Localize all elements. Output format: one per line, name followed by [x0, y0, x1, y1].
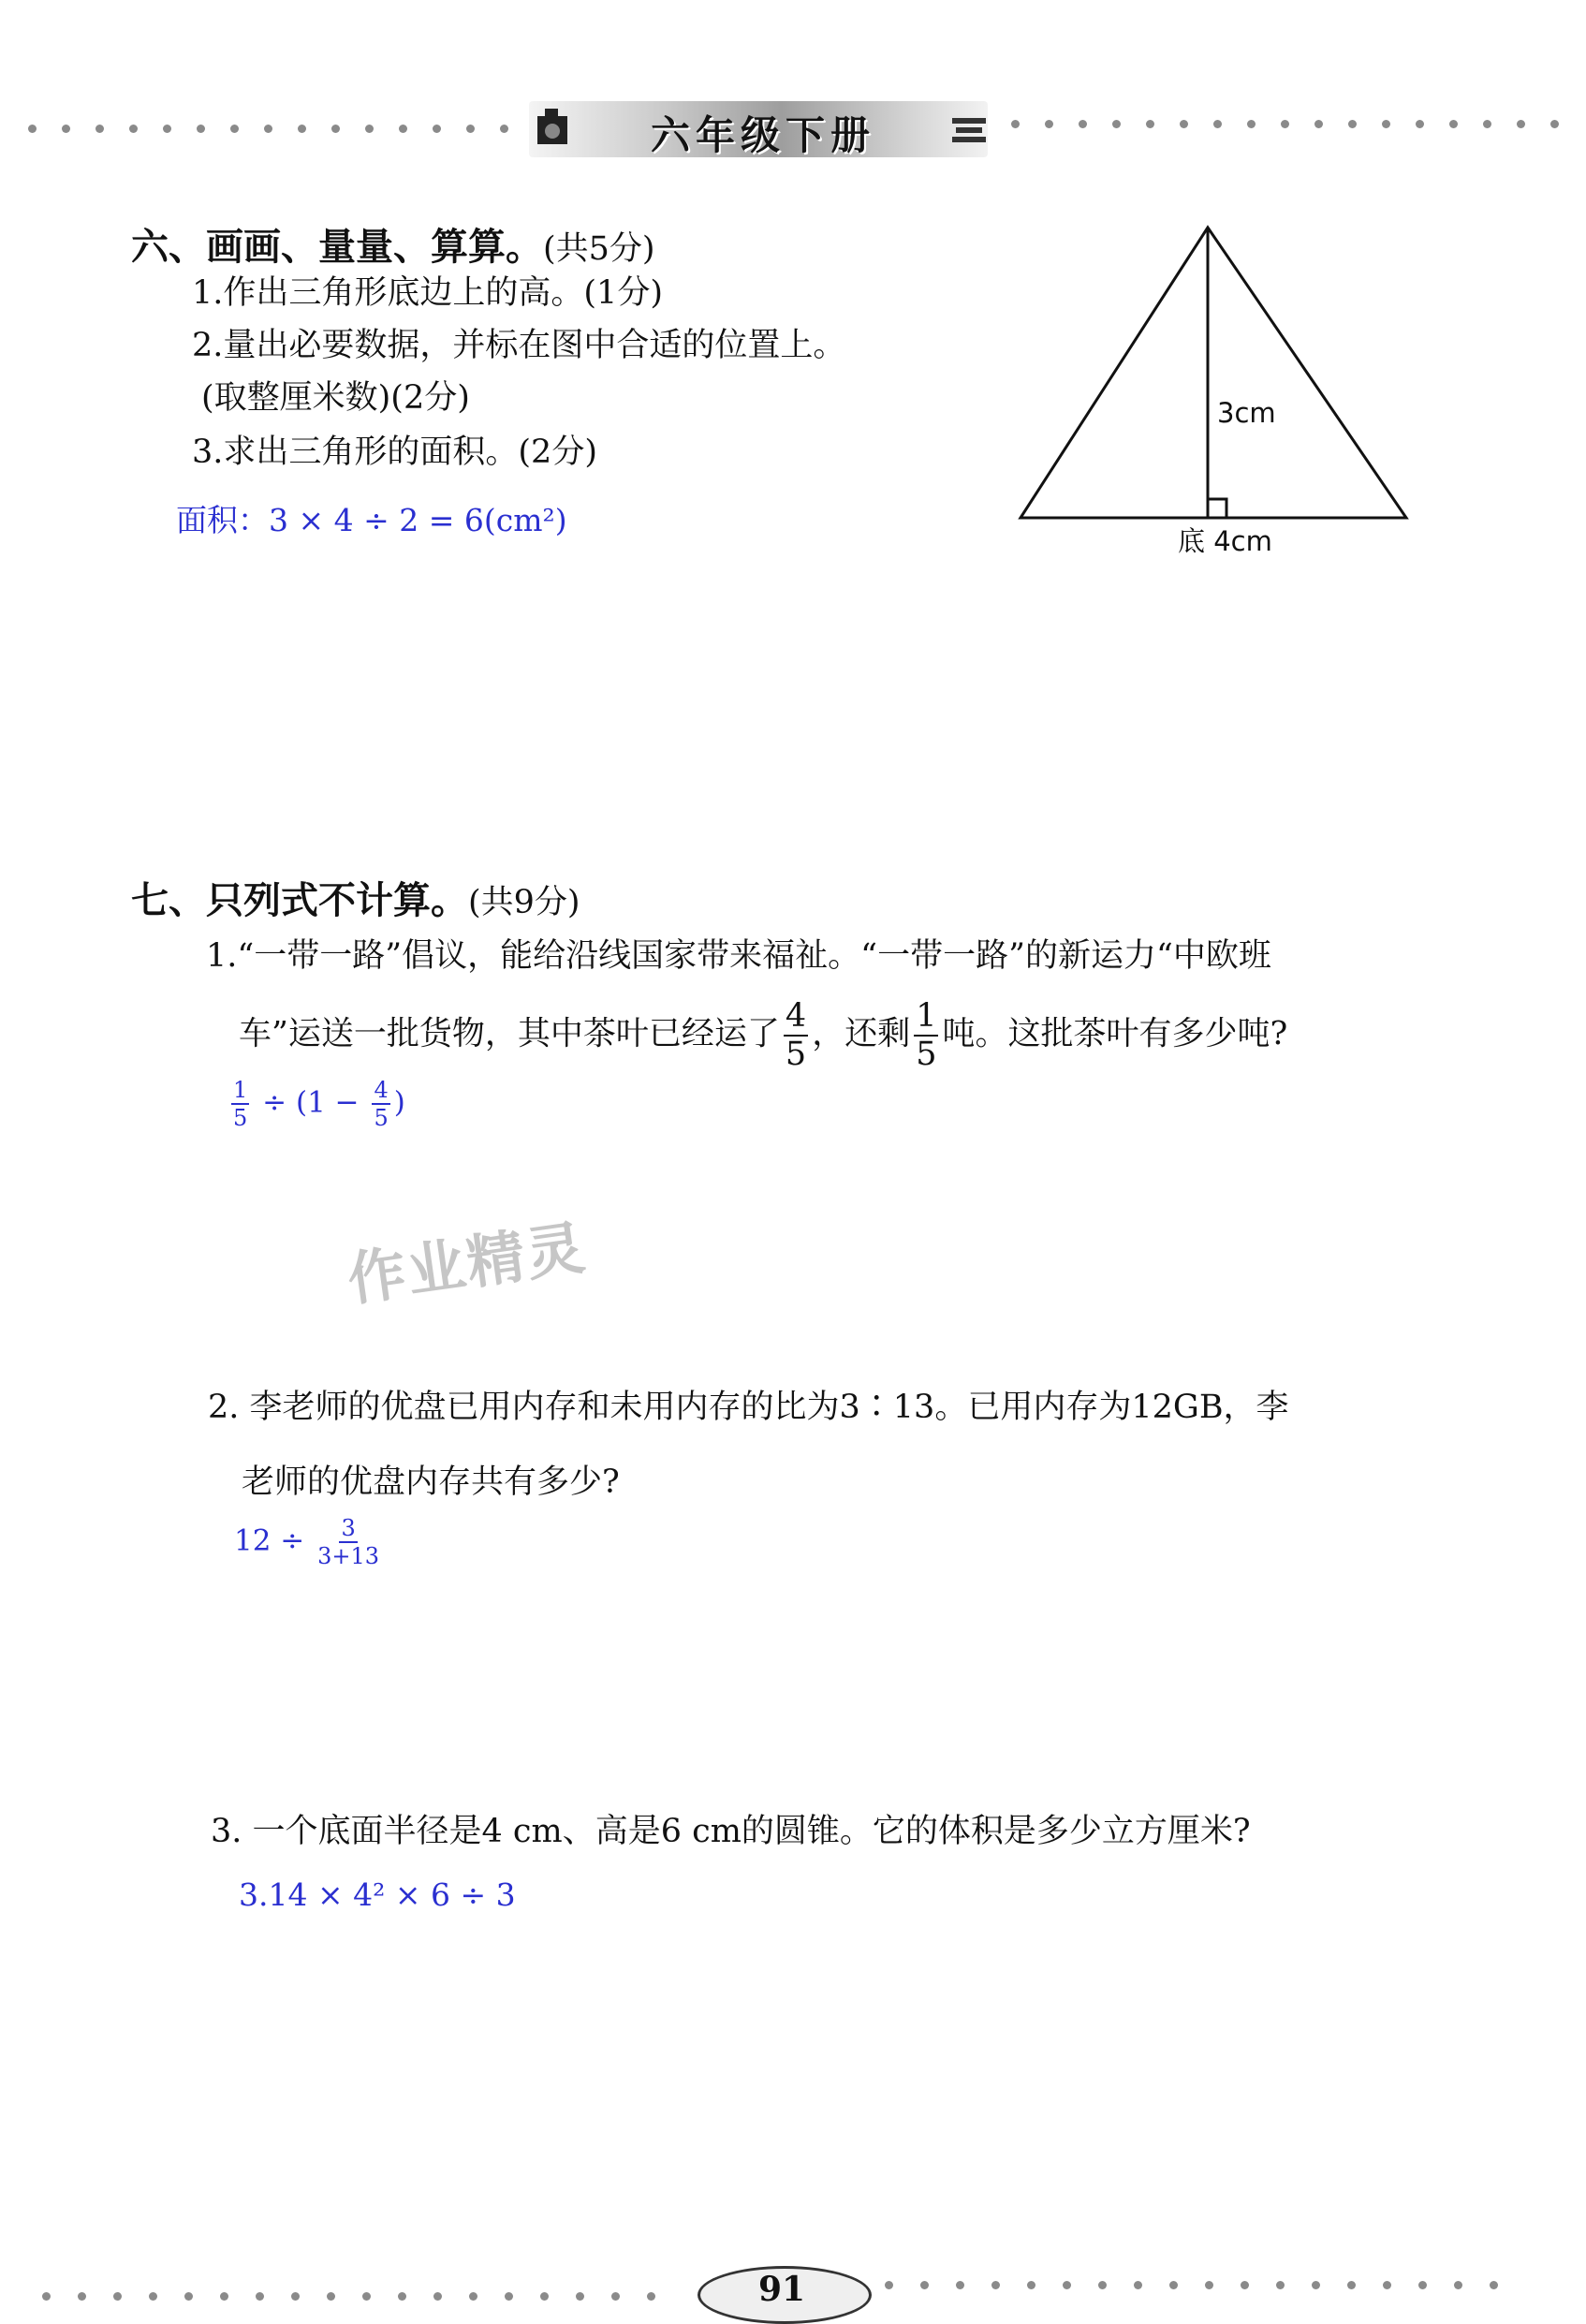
q1-answer-f1-num: 1 — [233, 1077, 248, 1103]
q1-fraction-transported — [784, 997, 808, 1073]
q2-answer-prefix: 12 ÷ — [234, 1523, 305, 1558]
q1-frac2-den: 5 — [916, 1036, 937, 1073]
q3-line1: 3. 一个底面半径是4 cm、高是6 cm的圆锥。它的体积是多少立方厘米? — [211, 1813, 1251, 1850]
section7-title — [131, 871, 580, 924]
section6-heading: 六、画画、量量、算算。 — [131, 225, 543, 269]
base-label-value: 4cm — [1213, 525, 1272, 557]
header-title: 六年级下册 — [650, 112, 875, 158]
section6-item-2-cont: (取整厘米数)(2分) — [201, 379, 470, 417]
section6-item-2: 2.量出必要数据，并标在图中合适的位置上。 — [192, 327, 846, 364]
watermark: 作业精灵 — [343, 1213, 591, 1315]
base-label — [1178, 521, 1272, 559]
q2-line2: 老师的优盘内存共有多少? — [242, 1464, 620, 1501]
page-number: 91 — [757, 2270, 806, 2309]
q1-text-b: ，还剩 — [812, 1015, 911, 1053]
q1-fraction-remaining — [914, 997, 938, 1073]
section6-item-1: 1.作出三角形底边上的高。(1分) — [192, 274, 663, 312]
q1-text-c: 吨。这批茶叶有多少吨? — [942, 1015, 1288, 1053]
triangle-figure — [1011, 211, 1423, 566]
section6-note: (共5分) — [543, 230, 655, 268]
section7-heading: 七、只列式不计算。 — [131, 878, 468, 922]
q2-answer — [234, 1517, 383, 1567]
triangle-shape — [1021, 228, 1406, 518]
q1-answer-f2-num: 4 — [374, 1077, 389, 1103]
q1-answer-f1-den: 5 — [233, 1105, 248, 1131]
q3-answer: 3.14 × 4² × 6 ÷ 3 — [239, 1876, 516, 1913]
q1-answer-end: ) — [393, 1085, 405, 1120]
header-dots-left — [28, 125, 515, 134]
q1-answer-f2-den: 5 — [374, 1105, 389, 1131]
section6-item-3: 3.求出三角形的面积。(2分) — [192, 434, 597, 471]
header-dots-right — [1011, 120, 1573, 129]
height-label: 3cm — [1217, 397, 1276, 429]
q2-line1: 2. 李老师的优盘已用内存和未用内存的比为3∶13。已用内存为12GB，李 — [208, 1389, 1289, 1426]
q2-answer-den: 3+13 — [317, 1543, 380, 1569]
camera-icon — [534, 105, 571, 152]
header-ornament-icon — [950, 114, 988, 146]
q1-frac1-den: 5 — [785, 1036, 807, 1073]
section7-note: (共9分) — [468, 884, 580, 921]
q2-answer-frac — [317, 1517, 379, 1567]
q1-frac2-num: 1 — [916, 997, 937, 1035]
q1-frac1-num: 4 — [785, 997, 807, 1035]
q1-answer-frac2 — [372, 1079, 389, 1129]
right-angle-mark — [1208, 499, 1226, 518]
q1-answer-frac1 — [231, 1079, 249, 1129]
section6-answer: 面积：3 × 4 ÷ 2 = 6(cm²) — [176, 502, 567, 538]
q1-answer — [228, 1079, 405, 1129]
q1-line2 — [239, 997, 1288, 1073]
footer-dots-right — [885, 2281, 1540, 2290]
q2-answer-num: 3 — [341, 1515, 356, 1541]
q1-line1: 1.“一带一路”倡议，能给沿线国家带来福祉。“一带一路”的新运力“中欧班 — [206, 937, 1271, 975]
section6-title — [131, 217, 655, 271]
q1-text-a: 车”运送一批货物，其中茶叶已经运了 — [239, 1015, 780, 1053]
base-label-prefix: 底 — [1178, 525, 1206, 557]
q1-answer-mid: ÷ (1 − — [262, 1085, 360, 1120]
